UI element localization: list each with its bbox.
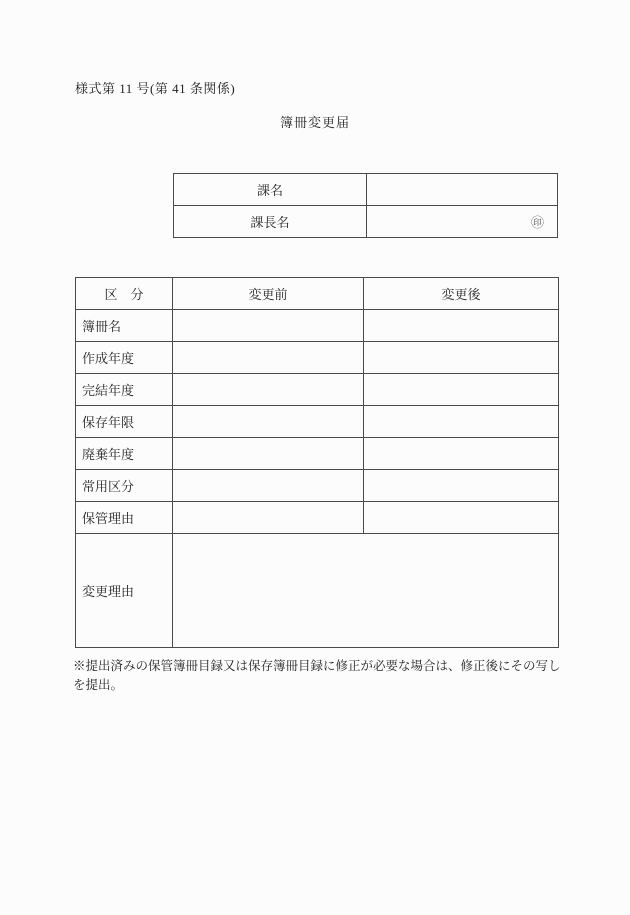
cell-creation-year-after: [364, 342, 559, 374]
cell-regular-use-before: [173, 470, 364, 502]
table-row-change-reason: [76, 534, 559, 648]
cell-retention-period-after: [364, 406, 559, 438]
section-name-label: 課名: [174, 174, 367, 206]
change-details-table: [75, 277, 559, 648]
change-table-header-row: [76, 278, 559, 310]
section-name-row: [174, 174, 558, 206]
cell-regular-use-after: [364, 470, 559, 502]
section-info-table: [173, 173, 558, 238]
section-chief-row: [174, 206, 558, 238]
row-label-retention-period: 保存年限: [76, 406, 173, 438]
table-row-disposal-year: [76, 438, 559, 470]
section-chief-value-cell: [367, 206, 558, 238]
footnote: ※提出済みの保管簿冊目録又は保存簿冊目録に修正が必要な場合は、修正後にその写しを提出。: [73, 659, 561, 693]
cell-book-name-after: [364, 310, 559, 342]
table-row-completion-year: [76, 374, 559, 406]
row-label-creation-year: 作成年度: [76, 342, 173, 374]
cell-creation-year-before: [173, 342, 364, 374]
column-header-before: 変更前: [173, 278, 364, 310]
row-label-disposal-year: 廃棄年度: [76, 438, 173, 470]
cell-retention-period-before: [173, 406, 364, 438]
table-row-creation-year: [76, 342, 559, 374]
cell-completion-year-before: [173, 374, 364, 406]
row-label-book-name: 簿冊名: [76, 310, 173, 342]
table-row-regular-use: [76, 470, 559, 502]
cell-completion-year-after: [364, 374, 559, 406]
page-title: 簿冊変更届: [279, 115, 350, 130]
row-label-change-reason: 変更理由: [76, 534, 173, 648]
column-header-category: 区 分: [76, 278, 173, 310]
cell-storage-reason-after: [364, 502, 559, 534]
cell-disposal-year-after: [364, 438, 559, 470]
cell-storage-reason-before: [173, 502, 364, 534]
table-row-book-name: [76, 310, 559, 342]
cell-book-name-before: [173, 310, 364, 342]
row-label-regular-use: 常用区分: [76, 470, 173, 502]
table-row-retention-period: [76, 406, 559, 438]
cell-change-reason: [173, 534, 559, 648]
section-name-value-cell: [367, 174, 558, 206]
row-label-completion-year: 完結年度: [76, 374, 173, 406]
form-number: 様式第 11 号(第 41 条関係): [75, 81, 236, 96]
column-header-after: 変更後: [364, 278, 559, 310]
section-chief-label: 課長名: [174, 206, 367, 238]
cell-disposal-year-before: [173, 438, 364, 470]
row-label-storage-reason: 保管理由: [76, 502, 173, 534]
seal-mark-icon: ㊞: [530, 215, 544, 230]
table-row-storage-reason: [76, 502, 559, 534]
